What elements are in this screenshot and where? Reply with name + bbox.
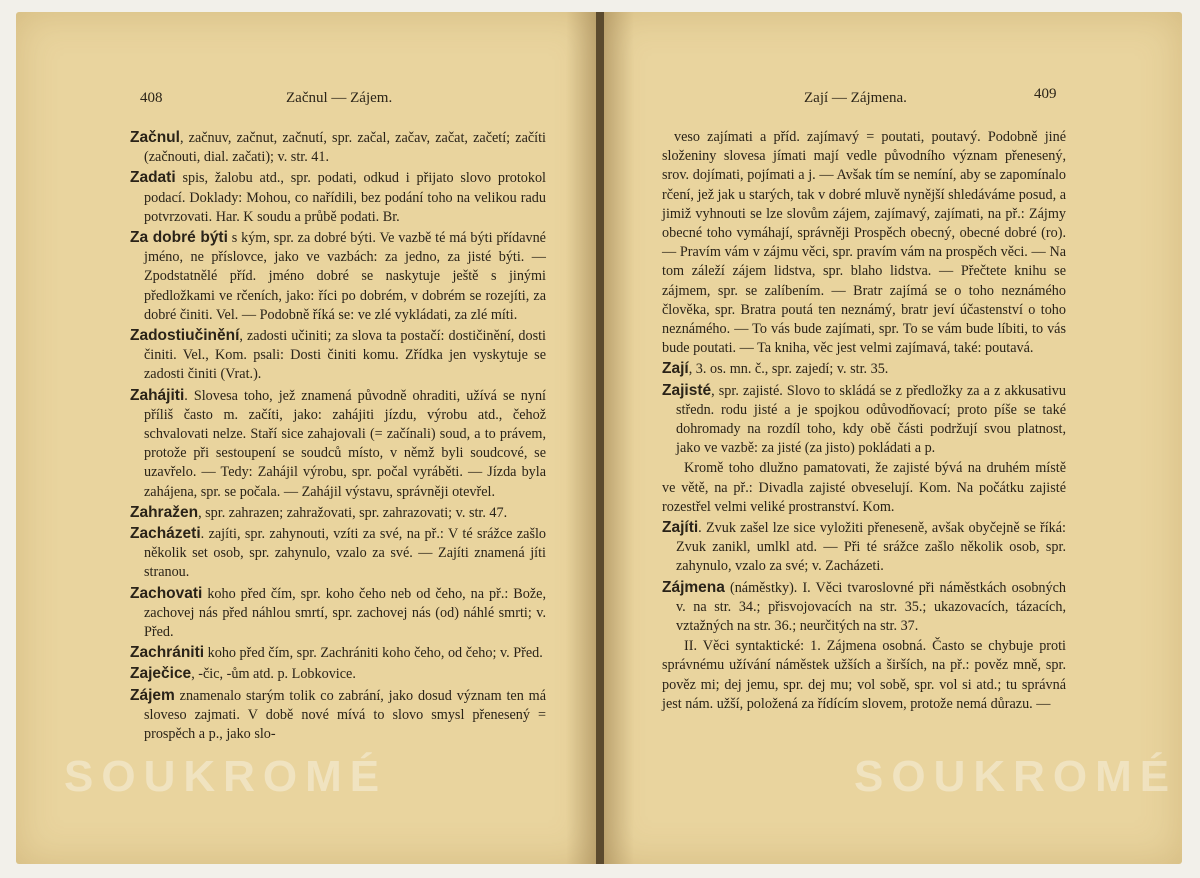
entry-text: s kým, spr. za dobré býti. Ve vazbě té má býti přídavné jméno, ne příslovce, jako ve vazbách: za jedno, za jisté býti. — Zpodstatnělé příd. jméno dobré se naskytuje ještě s jinými předložkami ve rčeních, jako: říci po dobrém, v dobrém se rozejíti, za dobré činiti. Vel. — Podobně říká se: ve zlé vykládati, za zlé míti. xyxy=(144,230,546,323)
dictionary-entry xyxy=(130,643,546,663)
dictionary-entry xyxy=(662,381,1066,459)
dictionary-entry xyxy=(662,637,1066,714)
entry-headword: Zachovati xyxy=(130,584,203,602)
right-page xyxy=(604,12,1182,864)
dictionary-entry xyxy=(662,359,1066,379)
left-page-number: 408 xyxy=(140,90,163,106)
entry-headword: Zadati xyxy=(130,169,176,187)
entry-headword: Zaječice xyxy=(130,665,192,683)
right-running-head: Zají — Zájmena. xyxy=(804,90,907,106)
entry-text: II. Věci syntaktické: 1. Zájmena osobná. Často se chybuje proti správnému užívání náměstek užších a širších, na př.: pověz mně, spr. pověz mi; dej jemu, spr. dej mu; vol sobě, spr. vol si atd.; tu správná jest nám. užší, položená za řídícím slovem, protože nemá důrazu. — xyxy=(662,638,1066,712)
entry-headword: Zahražen xyxy=(130,503,199,521)
entry-headword: Zajíti xyxy=(662,519,699,537)
left-running-head: Začnul — Zájem. xyxy=(286,90,393,106)
entry-headword: Zachrániti xyxy=(130,644,205,662)
right-watermark: SOUKROMÉ xyxy=(854,752,1178,801)
entry-text: Kromě toho dlužno pamatovati, že zajisté bývá na druhém místě ve větě, na př.: Divadla zajisté obveselují. Kom. Na počátku zajisté rozestřel velmi veliké prostranství. Kom. xyxy=(662,460,1066,515)
dictionary-entry xyxy=(130,168,546,227)
dictionary-entry xyxy=(130,503,546,523)
right-page-number: 409 xyxy=(1034,86,1057,102)
dictionary-entry xyxy=(130,584,546,643)
entry-text: . Zvuk zašel lze sice vyložiti přeneseně, avšak obyčejně se říká: Zvuk zanikl, umlkl atd. — Při té srážce zašlo několik osob, spr. zahynulo, vzalo za své; v. Zacházeti. xyxy=(676,520,1066,575)
dictionary-entry xyxy=(130,686,546,745)
entry-headword: Zahájiti xyxy=(130,386,185,404)
left-text-column xyxy=(130,128,546,745)
entry-text: , zadosti učiniti; za slova ta postačí: dostičinění, dosti činiti. Vel., Kom. psali: Dosti činiti komu. Zřídka jen vyskytuje se zadosti činiti (Vrat.). xyxy=(144,328,546,383)
entry-headword: Začnul xyxy=(130,129,180,146)
entry-headword: Za dobré býti xyxy=(130,229,228,247)
entry-text: , začnuv, začnut, začnutí, spr. začal, začav, začat, začetí; začíti (začnouti, dial. začati); v. str. 41. xyxy=(144,130,546,166)
entry-headword: Zajisté xyxy=(662,381,712,399)
dictionary-entry xyxy=(662,578,1066,637)
right-gutter-shadow xyxy=(604,12,634,864)
entry-text: (náměstky). I. Věci tvaroslovné při náměstkách osobných v. na str. 34.; přisvojovacích na str. 35.; ukazovacích, tázacích, vztažných na str. 36.; neurčitých na str. 37. xyxy=(676,579,1066,635)
entry-text: koho před čím, spr. koho čeho neb od čeho, na př.: Bože, zachovej nás před náhlou smrtí, spr. zachovej nás (od) náhlé smrti; v. Před. xyxy=(144,585,546,641)
right-text-column xyxy=(662,128,1066,715)
entry-text: , spr. zahrazen; zahražovati, spr. zahrazovati; v. str. 47. xyxy=(198,504,508,521)
dictionary-entry xyxy=(662,518,1066,577)
dictionary-entry xyxy=(130,386,546,502)
dictionary-entry xyxy=(130,524,546,583)
entry-text: , -čic, -ům atd. p. Lobkovice. xyxy=(191,666,356,683)
entry-text: spis, žalobu atd., spr. podati, odkud i přijato slovo protokol podací. Doklady: Mohou, co nařídili, bez podání toho na velikou radu potvrzovati. Har. K soudu a průbě podati. Br. xyxy=(144,170,546,225)
entry-text: znamenalo starým tolik co zabrání, jako dosud význam ten má sloveso zajmati. V době nové mívá to slovo smysl přenesený = prospěch a p., jako slo- xyxy=(144,687,546,743)
entry-headword: Zají xyxy=(662,360,689,378)
entry-text: koho před čím, spr. Zachrániti koho čeho, od čeho; v. Před. xyxy=(204,645,543,662)
entry-text: . zajíti, spr. zahynouti, vzíti za své, na př.: V té srážce zašlo několik set osob, spr. zahynulo, vzalo za své. — Zajíti znamená jíti stranou. xyxy=(144,526,546,581)
dictionary-entry xyxy=(130,326,546,385)
dictionary-entry xyxy=(130,664,546,684)
entry-text: , spr. zajisté. Slovo to skládá se z předložky za a z akkusativu středn. rodu jisté a je spojkou odůvodňovací; proto píše se také dohromady na rozdíl toho, kdy obě části podržují svou platnost, jako ve vazbě: za jisté (za jisto) pokládati a p. xyxy=(676,382,1066,457)
left-watermark: SOUKROMÉ xyxy=(64,752,388,801)
left-gutter-shadow xyxy=(566,12,596,864)
dictionary-entry xyxy=(130,228,546,325)
entry-text: , 3. os. mn. č., spr. zajedí; v. str. 35. xyxy=(688,361,889,378)
dictionary-entry xyxy=(662,459,1066,517)
dictionary-entry xyxy=(130,128,546,167)
entry-text: . Slovesa toho, jež znamená původně ohraditi, užívá se nyní příliš často m. začíti, jako: zahájiti jízdu, výrobu atd., čehož schvalovati nelze. Staří sice zahajovali (= začínali) soud, a to právem, protože při sestoupení se soudců místo, v němž byli soudcové, se uzavřelo. — Tedy: Zahájil výrobu, spr. počal vyráběti. — Jízda byla zahájena, spr. se počala. — Zahájil výstavu, správněji otevřel. xyxy=(144,387,546,500)
entry-headword: Zájem xyxy=(130,686,175,704)
book-spine xyxy=(596,12,604,864)
entry-headword: Zadostiučinění xyxy=(130,327,240,345)
entry-headword: Zacházeti xyxy=(130,525,201,543)
left-page xyxy=(16,12,596,864)
entry-headword: Zájmena xyxy=(662,578,725,596)
continuation-paragraph: veso zajímati a příd. zajímavý = poutati, poutavý. Podobně jiné složeniny slovesa jímati mají vedle původního význam přenesený, srov. dojímati, pojímati a j. — Avšak tím se nemíní, aby se zapomínalo rčení, jež jak u starých, tak v dobré mluvě nynější shledáváme posud, a jimiž vyhnouti se lze slovům zájem, zajímavý, zajímati, na př.: Zájmy obecné toho vymáhají, správněji Prospěch obecný, obecné dobré (ro). — Pravím vám v zájmu věci, spr. pravím vám na prospěch věci. — Na tom záleží zájem lidstva, spr. blaho lidstva. — Přečtete knihu se zájmem, spr. se zalíbením. — Bratr zajímá se o toho neznámého člověka, spr. Bratra poutá ten neznámý, bratr jeví účastenství o toho neznámého. — To vás bude zajímati, spr. To se vám bude líbiti, to vás bude poutati. — Ta kniha, věc jest velmi zajímavá, také: poutavá. xyxy=(662,129,1066,357)
